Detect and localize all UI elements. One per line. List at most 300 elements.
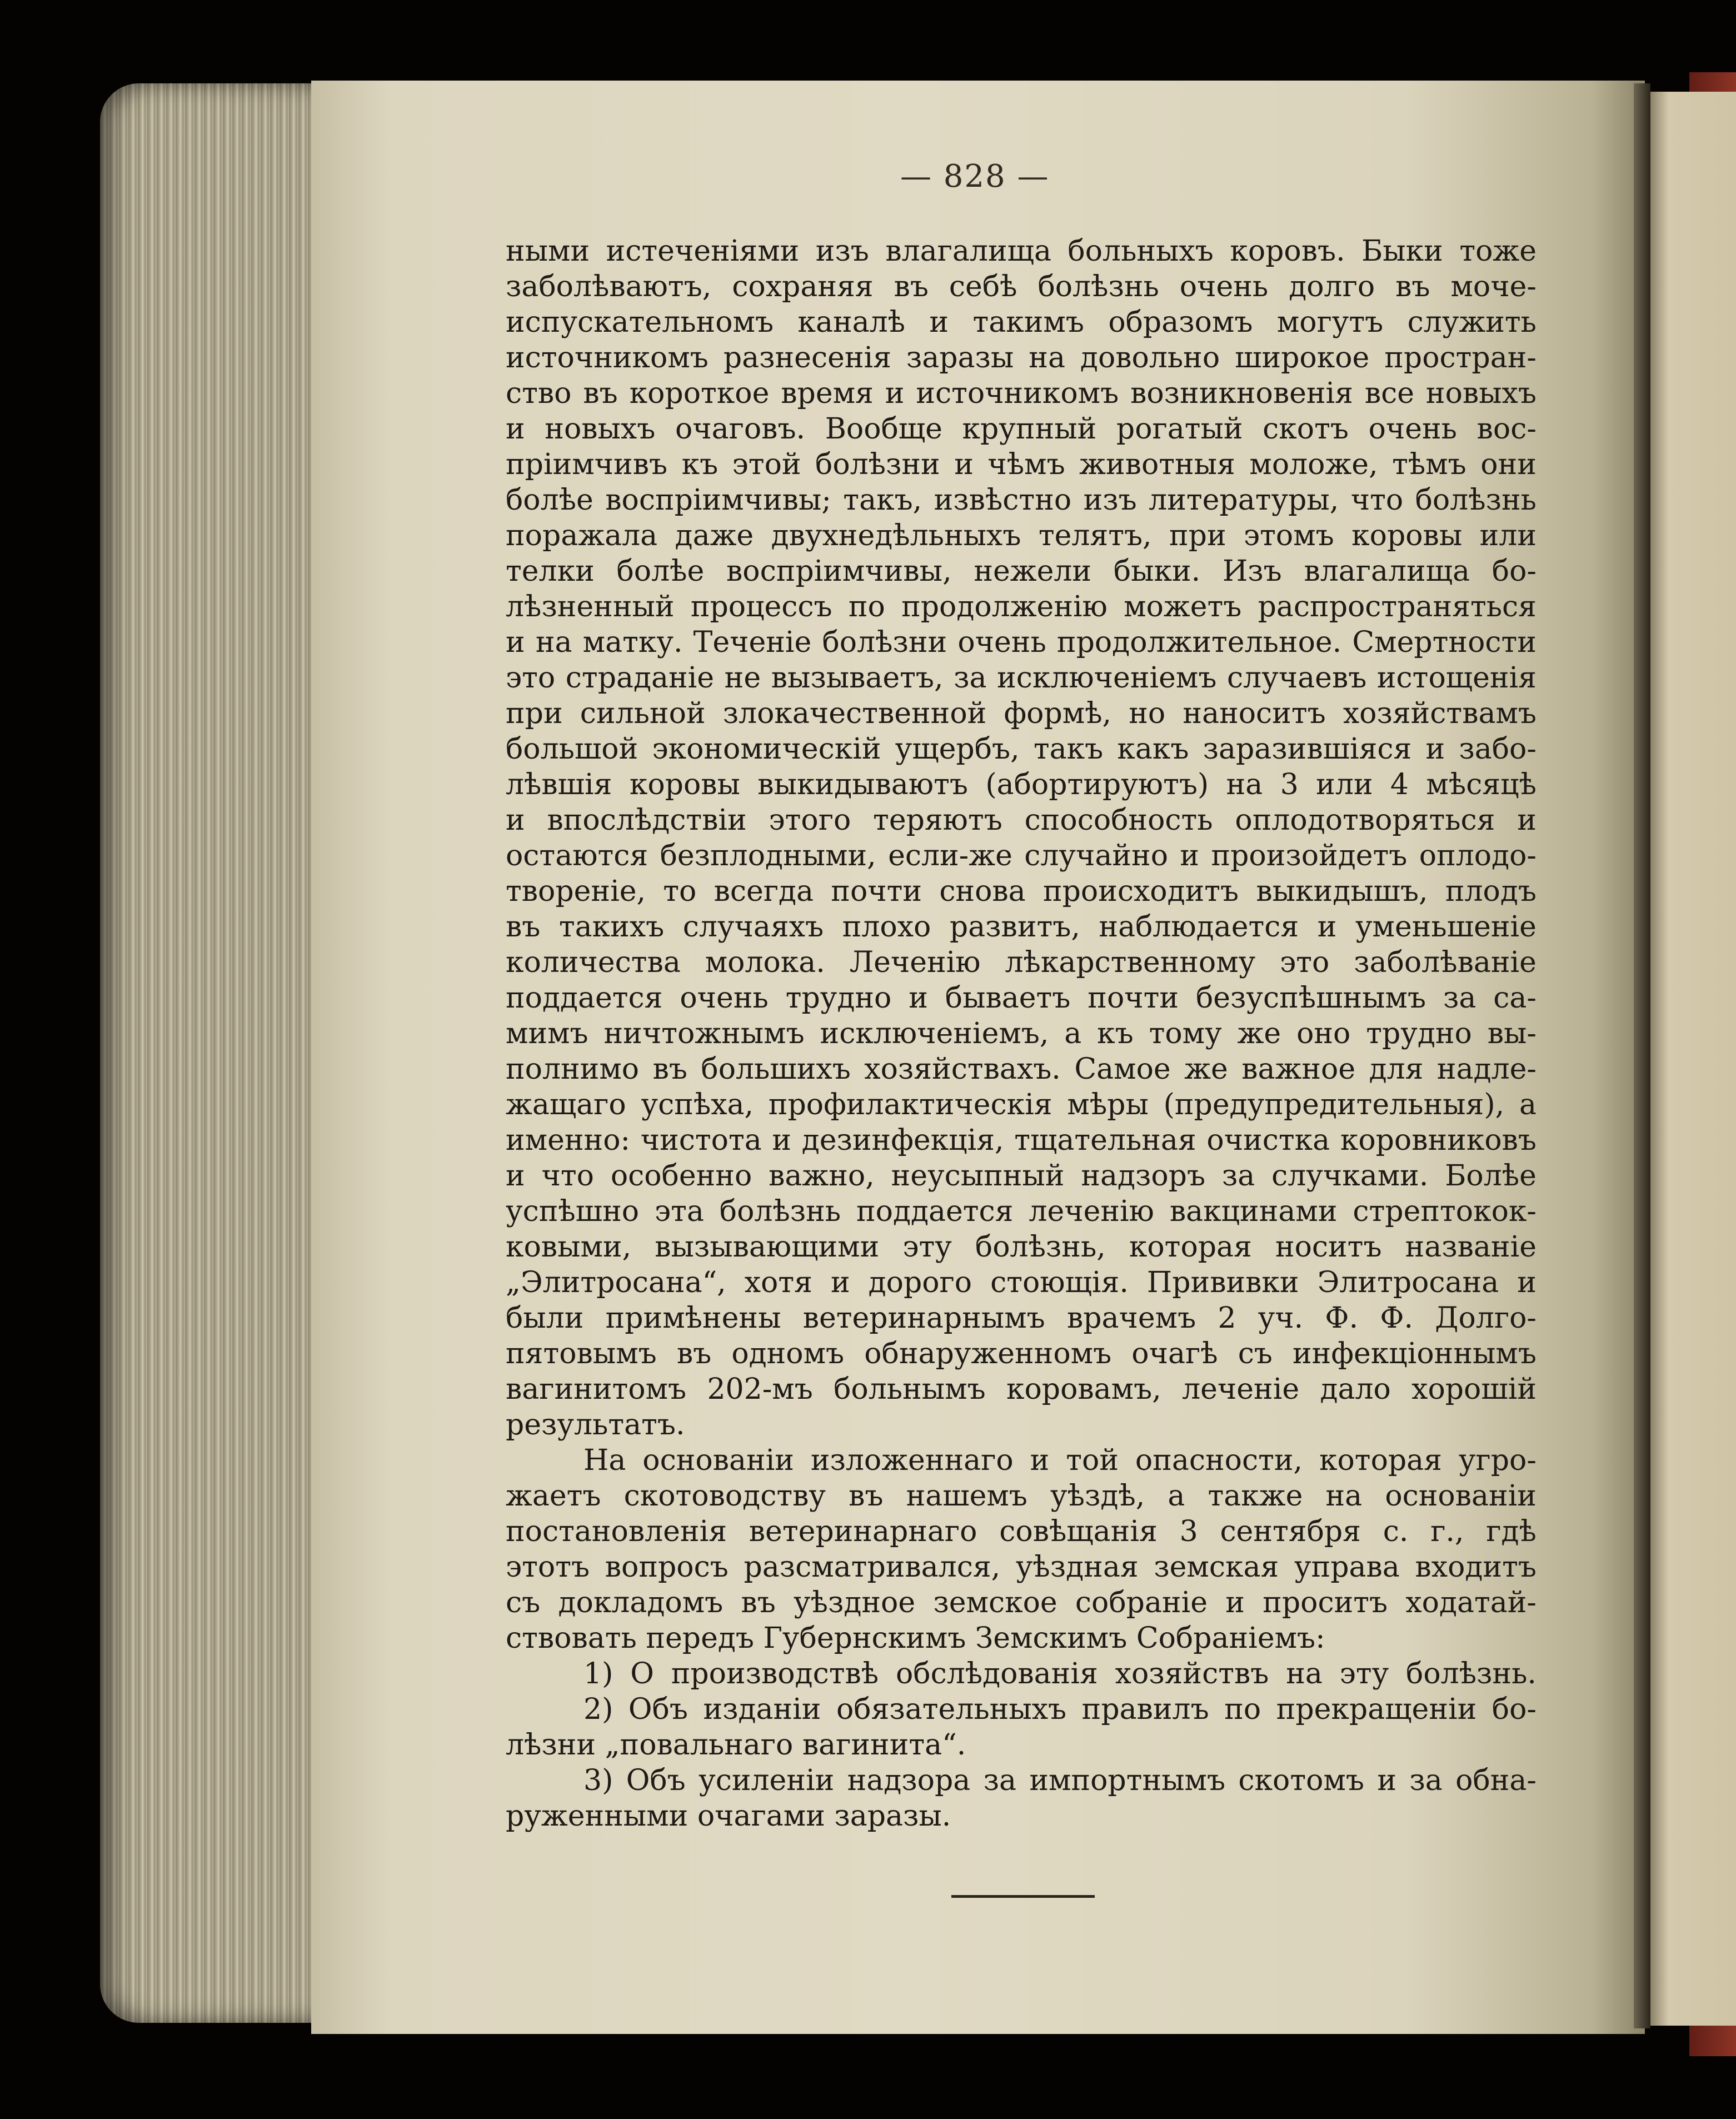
word: изъ xyxy=(815,235,869,268)
word: О xyxy=(630,1657,654,1691)
word: такъ xyxy=(1033,732,1104,766)
word: и xyxy=(830,1266,850,1299)
word: управа xyxy=(1294,1550,1400,1584)
word: за xyxy=(1221,1159,1255,1193)
word: постановленія xyxy=(506,1515,727,1548)
word: на xyxy=(1029,341,1065,375)
word: наноситъ xyxy=(1183,697,1326,730)
word: влагалища xyxy=(885,235,1051,268)
word: коровъ. xyxy=(1230,235,1345,268)
word: чѣмъ xyxy=(987,448,1065,481)
word: теряютъ xyxy=(873,804,1002,837)
word: 202-мъ xyxy=(707,1373,813,1406)
word: въ xyxy=(741,1586,776,1619)
word: же xyxy=(1237,1017,1281,1050)
word: Самое xyxy=(1074,1053,1171,1086)
word: эту xyxy=(902,1230,952,1264)
word: съ xyxy=(506,1586,541,1619)
word: уменьшеніе xyxy=(1355,910,1537,944)
word: больныхъ xyxy=(1067,235,1214,268)
word: уч. xyxy=(1258,1302,1304,1335)
word: „Элитросана“, xyxy=(506,1266,726,1299)
word: въ xyxy=(652,1053,687,1086)
word: трудно xyxy=(1366,1017,1472,1050)
word: Объ xyxy=(626,1764,686,1797)
facing-page-edge xyxy=(1646,92,1736,2026)
text-line xyxy=(506,1763,1537,1798)
text-line xyxy=(506,874,1537,909)
word: са- xyxy=(1493,981,1537,1015)
text-line xyxy=(506,1549,1537,1585)
word: леченію xyxy=(1029,1195,1154,1228)
word: надзоръ xyxy=(1081,1159,1206,1193)
word: происходитъ xyxy=(1042,875,1239,908)
word: которая xyxy=(1129,1230,1252,1264)
word: могутъ xyxy=(1276,306,1384,339)
word: трудно xyxy=(785,981,892,1015)
word: за xyxy=(1443,981,1476,1015)
word: а xyxy=(1168,1479,1185,1513)
word: долго xyxy=(1289,270,1375,303)
word: Болѣе xyxy=(1445,1159,1537,1193)
word: этотъ xyxy=(506,1550,590,1584)
body-text xyxy=(506,233,1537,1834)
word: но xyxy=(1129,697,1166,730)
word: моложе, xyxy=(1249,448,1378,481)
word: Леченію xyxy=(849,946,981,979)
word: довольно xyxy=(1080,341,1220,375)
word: двухнедѣльныхъ xyxy=(771,519,1021,552)
word: Ф. xyxy=(1380,1302,1414,1335)
word: и xyxy=(506,804,525,837)
word: способность xyxy=(1024,804,1213,837)
word: широкое xyxy=(1235,341,1370,375)
word: неусыпный xyxy=(891,1159,1065,1193)
word: же xyxy=(1184,1053,1228,1086)
text-line xyxy=(506,909,1537,945)
text-line xyxy=(506,233,1537,269)
word: очаговъ. xyxy=(675,412,806,446)
word: основаніи xyxy=(1385,1479,1537,1513)
text-line xyxy=(506,411,1537,447)
word: импортнымъ xyxy=(1029,1764,1226,1797)
word: безплодными, xyxy=(660,839,876,872)
word: бо- xyxy=(1491,1693,1537,1726)
word: источникомъ xyxy=(506,341,709,375)
word: болѣзнь xyxy=(1037,270,1159,303)
text-line xyxy=(506,625,1537,660)
word: болѣзни xyxy=(815,448,940,481)
word: вызывающими xyxy=(655,1230,880,1264)
word: заболѣваніе xyxy=(1354,946,1537,979)
text-line xyxy=(506,1265,1537,1300)
word: въ xyxy=(583,377,618,410)
word: обязательныхъ xyxy=(836,1693,1067,1726)
word: обслѣдованія xyxy=(895,1657,1098,1691)
word: основаніи xyxy=(642,1444,794,1477)
word: не xyxy=(724,661,761,695)
word: Изъ xyxy=(1222,555,1282,588)
word: животныя xyxy=(1079,448,1235,481)
word: хорошій xyxy=(1411,1373,1537,1406)
word: крупный xyxy=(962,412,1097,446)
word: источникомъ xyxy=(916,377,1119,410)
word: воспріимчивы; xyxy=(605,483,831,517)
word: въ xyxy=(849,1479,884,1513)
text-line xyxy=(506,1016,1537,1051)
word: сентября xyxy=(1220,1515,1361,1548)
word: къ xyxy=(1097,1017,1134,1050)
text-line xyxy=(506,1585,1537,1621)
word: почти xyxy=(831,875,922,908)
word: продолженію xyxy=(901,590,1108,624)
page-number: — 828 — xyxy=(900,158,1050,195)
word: процессъ xyxy=(690,590,832,624)
word: больнымъ xyxy=(834,1373,986,1406)
word: большой xyxy=(506,732,638,766)
word: болѣзнь. xyxy=(1406,1657,1537,1691)
text-line xyxy=(506,1336,1537,1372)
text-line xyxy=(506,838,1537,874)
text-line xyxy=(506,1123,1537,1158)
word: и xyxy=(954,448,974,481)
word: новыхъ xyxy=(1425,377,1537,410)
word: почти xyxy=(1088,981,1179,1015)
word: по xyxy=(1224,1693,1261,1726)
word: литературы, xyxy=(1149,483,1339,517)
word: Смертности xyxy=(1352,626,1537,659)
word: Вообще xyxy=(825,412,942,446)
word: обнаруженномъ xyxy=(864,1337,1112,1370)
word: надзора xyxy=(847,1764,971,1797)
word: хозяйствамъ xyxy=(1343,697,1537,730)
word: мимъ xyxy=(506,1017,588,1050)
word: ущербъ, xyxy=(895,732,1020,766)
word: лѣкарственному xyxy=(1005,946,1256,979)
book-gutter xyxy=(1634,83,1650,2028)
word: названіе xyxy=(1405,1230,1537,1264)
word: болѣе xyxy=(616,555,705,588)
word: бо- xyxy=(1491,555,1537,588)
word: разсматривался, xyxy=(744,1550,1001,1584)
word: ветеринарнаго xyxy=(749,1515,977,1548)
page-stack-edges xyxy=(100,83,345,2023)
word: съ xyxy=(1238,1337,1273,1370)
word: ство xyxy=(506,377,572,410)
word: рогатый xyxy=(1116,412,1243,446)
word: въ xyxy=(676,1337,712,1370)
text-line xyxy=(506,1051,1537,1087)
word: земская xyxy=(1154,1550,1279,1584)
word: и xyxy=(1225,1586,1245,1619)
word: и xyxy=(929,306,949,339)
word: ветеринарнымъ xyxy=(802,1302,1045,1335)
word: болѣзнь, xyxy=(975,1230,1106,1264)
word: то xyxy=(663,875,697,908)
word: одномъ xyxy=(731,1337,845,1370)
text-line xyxy=(506,1443,1537,1478)
word: такъ, xyxy=(843,483,922,517)
text-line xyxy=(506,767,1537,802)
word: образомъ xyxy=(1108,306,1253,339)
word: Прививки xyxy=(1146,1266,1299,1299)
word: которая xyxy=(1319,1444,1442,1477)
word: (абортируютъ) xyxy=(985,768,1209,801)
word: изложеннаго xyxy=(810,1444,1014,1477)
word: и xyxy=(1317,910,1337,944)
text-line xyxy=(506,1229,1537,1265)
word: особенно xyxy=(610,1159,752,1193)
word: разнесенія xyxy=(723,341,891,375)
text-line xyxy=(506,1087,1537,1123)
word: сохраняя xyxy=(732,270,874,303)
word: и xyxy=(506,626,525,659)
word: и xyxy=(1030,1444,1050,1477)
word: поражала xyxy=(506,519,658,552)
word: вызываетъ, xyxy=(771,661,944,695)
word: себѣ xyxy=(949,270,1017,303)
word: жащаго xyxy=(506,1088,626,1121)
text-line: результатъ. xyxy=(506,1408,685,1442)
word: вакцинами xyxy=(1169,1195,1338,1228)
word: надле- xyxy=(1436,1053,1537,1086)
word: хозяйствахъ. xyxy=(864,1053,1061,1086)
word: очистка xyxy=(1206,1124,1330,1157)
word: и xyxy=(506,1159,525,1193)
word: Объ xyxy=(628,1693,688,1726)
word: воспріимчивы, xyxy=(726,555,952,588)
word: заболѣваютъ, xyxy=(506,270,712,303)
word: каналѣ xyxy=(797,306,905,339)
word: и xyxy=(506,412,525,446)
word: производствѣ xyxy=(671,1657,879,1691)
text-line xyxy=(506,696,1537,731)
word: гдѣ xyxy=(1486,1515,1537,1548)
word: исключеніемъ xyxy=(997,661,1217,695)
word: болѣе xyxy=(506,483,593,517)
word: 3 xyxy=(1280,768,1299,801)
word: и xyxy=(1517,1266,1537,1299)
word: нежели xyxy=(974,555,1092,588)
word: забо- xyxy=(1459,732,1537,766)
word: с. xyxy=(1383,1515,1409,1548)
word: нашемъ xyxy=(906,1479,1027,1513)
word: важно, xyxy=(769,1159,875,1193)
word: сильной xyxy=(580,697,706,730)
text-line xyxy=(506,1372,1537,1407)
text-line xyxy=(506,945,1537,980)
word: хотя xyxy=(744,1266,812,1299)
word: чистота xyxy=(640,1124,762,1157)
word: въ xyxy=(894,270,929,303)
word: а xyxy=(1519,1088,1537,1121)
word: 1) xyxy=(583,1657,613,1691)
text-line xyxy=(506,1514,1537,1549)
text-line xyxy=(506,305,1537,340)
word: профилактическія xyxy=(768,1088,1052,1121)
word: Ф. xyxy=(1325,1302,1359,1335)
word: 2 xyxy=(1218,1302,1236,1335)
word: быки. xyxy=(1113,555,1201,588)
word: истощенія xyxy=(1376,661,1537,695)
word: количества xyxy=(506,946,681,979)
word: мѣсяцѣ xyxy=(1426,768,1537,801)
word: этомъ xyxy=(1244,519,1334,552)
word: такихъ xyxy=(558,910,665,944)
word: что xyxy=(1350,483,1404,517)
word: Теченіе xyxy=(693,626,812,659)
word: коровамъ, xyxy=(1006,1373,1161,1406)
word: дало xyxy=(1320,1373,1391,1406)
word: изданіи xyxy=(703,1693,821,1726)
word: лѣвшія xyxy=(506,768,612,801)
word: мѣры xyxy=(1067,1088,1149,1121)
word: вы- xyxy=(1487,1017,1537,1050)
word: оплодотворяться xyxy=(1235,804,1495,837)
word: коровы xyxy=(629,768,740,801)
word: и xyxy=(1517,804,1537,837)
word: поддается xyxy=(856,1195,1014,1228)
word: на xyxy=(1325,1479,1363,1513)
word: уѣздная xyxy=(1015,1550,1139,1584)
text-line xyxy=(506,802,1537,838)
word: очагѣ xyxy=(1131,1337,1218,1370)
word: носитъ xyxy=(1275,1230,1382,1264)
word: или xyxy=(1479,519,1537,552)
word: случаяхъ xyxy=(682,910,824,944)
text-line xyxy=(506,980,1537,1016)
word: вагинитомъ xyxy=(506,1373,687,1406)
word: служить xyxy=(1407,306,1537,339)
text-line: лѣзни „повальнаго вагинита“. xyxy=(506,1728,966,1762)
word: снова xyxy=(939,875,1026,908)
text-line: ствовать передъ Губернскимъ Земскимъ Собраніемъ: xyxy=(506,1622,1325,1655)
word: 4 xyxy=(1390,768,1409,801)
word: пятовымъ xyxy=(506,1337,657,1370)
word: и xyxy=(1425,732,1445,766)
word: влагалища xyxy=(1304,555,1470,588)
text-line xyxy=(506,447,1537,482)
word: коровы xyxy=(1351,519,1463,552)
text-line xyxy=(506,731,1537,767)
word: тоже xyxy=(1459,235,1537,268)
word: обна- xyxy=(1455,1764,1537,1797)
word: это xyxy=(1280,946,1330,979)
word: заразы xyxy=(906,341,1014,375)
word: скотоводству xyxy=(623,1479,826,1513)
word: на xyxy=(535,626,572,659)
word: новыхъ xyxy=(545,412,656,446)
word: Элитросана xyxy=(1317,1266,1499,1299)
word: и xyxy=(772,1124,792,1157)
text-line xyxy=(506,1158,1537,1194)
word: дезинфекція, xyxy=(801,1124,1004,1157)
word: этой xyxy=(732,448,801,481)
text-line xyxy=(506,589,1537,625)
word: На xyxy=(583,1444,626,1477)
word: проситъ xyxy=(1263,1586,1388,1619)
text-line xyxy=(506,340,1537,376)
word: все xyxy=(1364,377,1415,410)
word: оно xyxy=(1296,1017,1351,1050)
word: инфекціоннымъ xyxy=(1293,1337,1537,1370)
word: уѣздное xyxy=(794,1586,916,1619)
word: важное xyxy=(1241,1053,1356,1086)
word: плохо xyxy=(842,910,931,944)
word: выкидышъ, xyxy=(1256,875,1428,908)
text-line xyxy=(506,554,1537,589)
word: скотъ xyxy=(1263,412,1349,446)
word: собраніе xyxy=(1075,1586,1208,1619)
word: на xyxy=(1226,768,1263,801)
word: бываетъ xyxy=(945,981,1071,1015)
word: при xyxy=(1169,519,1226,552)
word: правилъ xyxy=(1081,1693,1209,1726)
word: уѣздѣ, xyxy=(1050,1479,1145,1513)
text-line xyxy=(506,660,1537,696)
word: совѣщанія xyxy=(999,1515,1158,1548)
word: впослѣдствіи xyxy=(547,804,747,837)
word: изъ xyxy=(1083,483,1137,517)
word: успѣха, xyxy=(641,1088,754,1121)
word: за xyxy=(1409,1764,1443,1797)
word: исключеніемъ, xyxy=(820,1017,1049,1050)
word: случайно xyxy=(1024,839,1169,872)
word: остаются xyxy=(506,839,648,872)
text-line xyxy=(506,376,1537,411)
word: очень xyxy=(957,626,1046,659)
word: экономическій xyxy=(652,732,881,766)
word: всегда xyxy=(714,875,814,908)
word: были xyxy=(506,1302,584,1335)
word: они xyxy=(1480,448,1537,481)
word: жаетъ xyxy=(506,1479,601,1513)
word: за xyxy=(954,661,987,695)
text-line xyxy=(506,1692,1537,1727)
word: ходатай- xyxy=(1405,1586,1537,1619)
word: плодъ xyxy=(1445,875,1537,908)
word: и xyxy=(1377,1764,1396,1797)
word: простран- xyxy=(1384,341,1537,375)
word: если-же xyxy=(888,839,1012,872)
word: и xyxy=(909,981,928,1015)
word: поддается xyxy=(506,981,663,1015)
word: вопросъ xyxy=(605,1550,729,1584)
word: при xyxy=(506,697,563,730)
word: большихъ xyxy=(701,1053,851,1086)
word: докладомъ xyxy=(558,1586,724,1619)
word: очень xyxy=(1368,412,1457,446)
word: продолжительное. xyxy=(1056,626,1342,659)
word: этого xyxy=(769,804,851,837)
word: какъ xyxy=(1117,732,1189,766)
word: распространяться xyxy=(1258,590,1537,624)
word: стоющія. xyxy=(990,1266,1129,1299)
word: лѣзненный xyxy=(506,590,675,624)
closing-rule xyxy=(951,1895,1095,1898)
word: ными xyxy=(506,235,590,268)
word: врачемъ xyxy=(1066,1302,1196,1335)
word: формѣ, xyxy=(1004,697,1112,730)
text-line xyxy=(506,1300,1537,1336)
word: въ xyxy=(1395,270,1430,303)
word: Быки xyxy=(1361,235,1443,268)
word: скотомъ xyxy=(1238,1764,1364,1797)
text-line xyxy=(506,269,1537,305)
word: испускательномъ xyxy=(506,306,774,339)
text-line xyxy=(506,1194,1537,1229)
word: опасности, xyxy=(1135,1444,1303,1477)
